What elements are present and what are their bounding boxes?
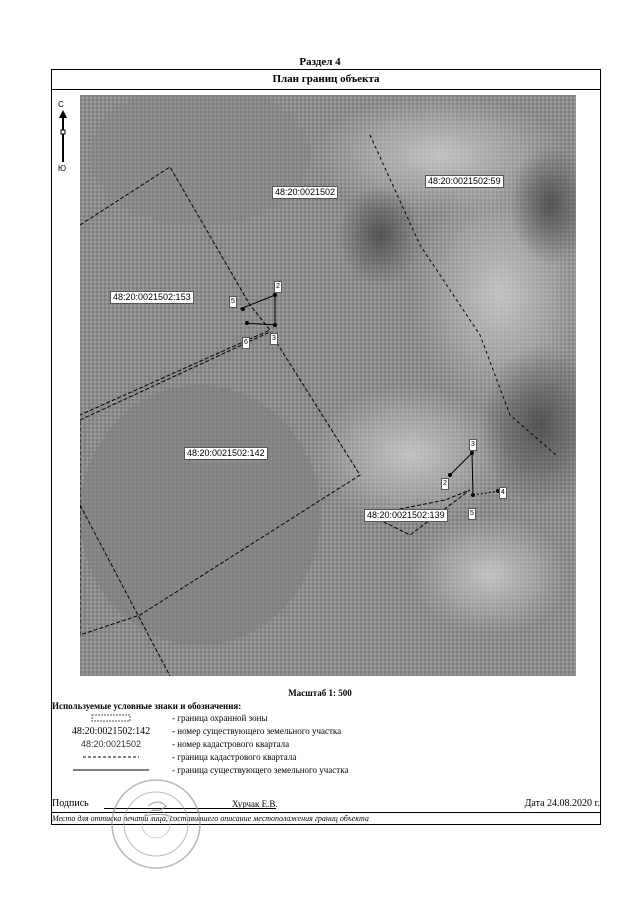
stamp-place-note: Место для оттиска печати лица, составившего описание местоположения границ объекта xyxy=(52,812,600,823)
map-label-parcel-142: 48:20:0021502:142 xyxy=(184,447,268,460)
compass-north-label: С xyxy=(58,100,64,109)
north-arrow xyxy=(56,100,72,176)
legend-symbol-parcel-number: 48:20:0021502:142 xyxy=(71,726,151,737)
point-marker: 2 xyxy=(441,478,449,490)
map-label-quarter: 48:20:0021502 xyxy=(272,186,338,199)
legend-desc: - номер существующего земельного участка xyxy=(172,726,342,736)
legend-symbol-protection-zone xyxy=(52,713,170,723)
legend-desc: - номер кадастрового квартала xyxy=(172,739,290,749)
legend-item-quarter-number xyxy=(52,739,472,751)
legend-item-protection-zone xyxy=(52,713,472,725)
signature-date: Дата 24.08.2020 г. xyxy=(524,798,600,809)
legend-symbol-parcel-boundary xyxy=(52,765,170,775)
point-marker: 3 xyxy=(469,439,477,451)
point-marker: 5 xyxy=(229,296,237,308)
point-marker: 2 xyxy=(274,281,282,293)
point-marker: 6 xyxy=(242,337,250,349)
legend-item-parcel-number xyxy=(52,726,472,738)
legend-item-quarter-boundary xyxy=(52,752,472,764)
point-marker: 3 xyxy=(270,333,278,345)
signature-label: Подпись xyxy=(52,798,89,809)
plan-title: План границ объекта xyxy=(51,69,601,90)
legend-desc: - граница охранной зоны xyxy=(172,713,268,723)
seal-stamp-icon xyxy=(108,776,204,872)
map-scale: Масштаб 1: 500 xyxy=(288,688,352,698)
legend-symbol-quarter-number: 48:20:0021502 xyxy=(80,739,142,749)
legend-desc: - граница существующего земельного участка xyxy=(172,765,349,775)
map-label-parcel-59: 48:20:0021502:59 xyxy=(425,175,504,188)
legend-title: Используемые условные знаки и обозначения: xyxy=(52,701,242,711)
point-marker: 4 xyxy=(499,487,507,499)
legend-desc: - граница кадастрового квартала xyxy=(172,752,297,762)
arrow-icon xyxy=(56,110,72,170)
map-label-parcel-139: 48:20:0021502:139 xyxy=(364,509,448,522)
map-label-parcel-153: 48:20:0021502:153 xyxy=(110,291,194,304)
signer-name: Хурчак Е.В. xyxy=(232,799,278,809)
point-marker: 5 xyxy=(468,508,476,520)
section-title: Раздел 4 xyxy=(299,56,341,68)
compass-south-label: Ю xyxy=(58,164,67,173)
satellite-map[interactable] xyxy=(80,95,576,676)
legend-symbol-quarter-boundary xyxy=(52,752,170,762)
